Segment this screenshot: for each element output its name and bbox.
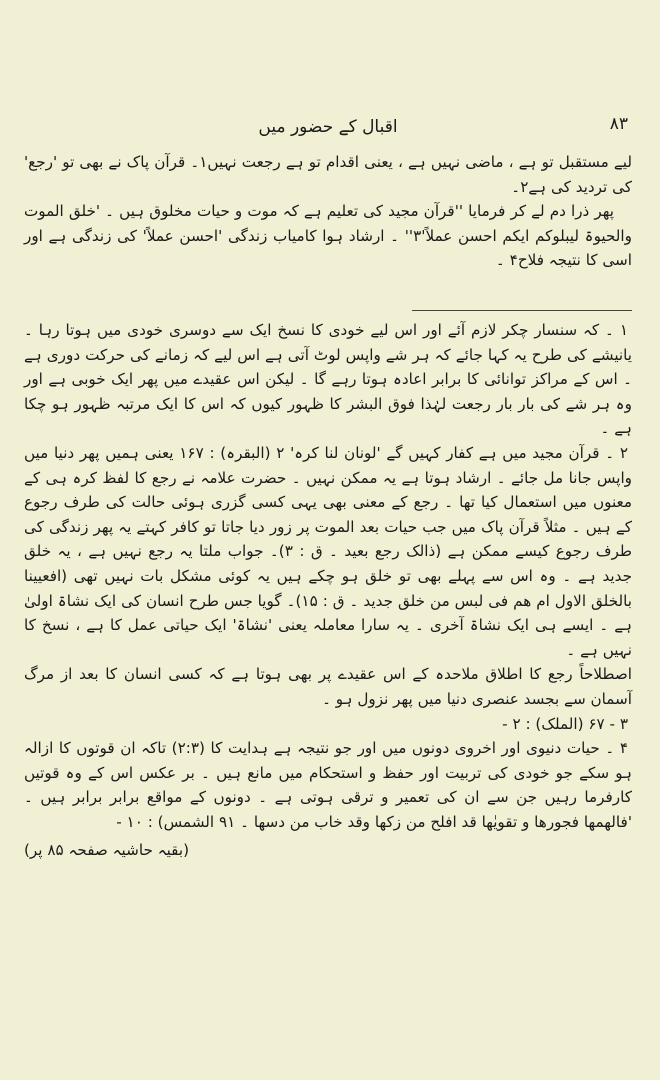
footnote-continuation: اصطلاحاً رجع کا اطلاق ملاحدہ کے اس عقیدے پر بھی ہوتا ہے کہ کسی انسان کا بعد از مرگ آسمان سے بجسد عنصری دنیا میں پھر نزول ہو ۔ [24,665,632,708]
page-number: ۸۳ [609,114,628,134]
continuation-note: (بقیہ حاشیہ صفحہ ۸۵ پر) [24,841,190,860]
footnotes [24,318,632,863]
running-title: اقبال کے حضور میں [258,117,398,137]
footnote: ۲ ۔ قرآن مجید میں ہے کفار کہیں گے 'لونان لنا کرہ' ۲ (البقرہ) : ۱۶۷ یعنی ہمیں پھر دنیا میں واپس جانا مل جائے ۔ ارشاد ہوتا ہے یہ ممکن نہیں ۔ حضرت علامہ نے رجع کا لفظ کرہ ہی کے معنوں میں استعمال کیا تھا ۔ رجع کے معنی بھی یہی کسی گزری ہوئی حالت کی طرف رجوع کے ہیں ۔ مثلاً قرآن پاک میں جب حیات بعد الموت پر زور دیا جاتا تو کافر کہتے یہ پھر زندگی کی طرف رجوع کیسے ممکن ہے (ذالک رجع بعید ۔ ق : ۳)۔ جواب ملتا یہ رجع نہیں ہے ، یہ خلق جدید ہے ۔ وہ اس سے پہلے بھی تو خلق ہو چکے ہیں یہ کوئی مشکل بات نہیں تھی (افعیینا بالخلق الاول ام ھم فی لبس من خلق جدید ۔ ق : ۱۵)۔ گویا جس طرح انسان کی ایک نشاۃ اولیٰ ہے ۔ ایسے ہی ایک نشاۃ آخری ۔ یہ سارا معاملہ یعنی 'نشاۃ' ایک حیاتی عمل کا ہے ، نسخ کا نہیں ہے ۔ [24,443,632,659]
footnote: ۴ ۔ حیات دنیوی اور اخروی دونوں میں اور جو نتیجہ ہے ہدایت کا (۲:۳) تاکہ ان قوتوں کا ازالہ ہو سکے جو خودی کی تربیت اور حفظ و استحکام میں مانع ہیں ۔ بر عکس اس کے وہ قوتیں کارفرما رہیں جن سے ان کی تعمیر و ترقی ہوتی ہے ۔ دونوں کے مواقع برابر برابر ہیں ۔ 'فالھمھا فجورھا و تقویٰھا قد افلح من زکھا وقد خاب من دسھا ۔ ۹۱ الشمس) : ۱۰ - [24,739,632,831]
footnote: ۱ ۔ کہ سنسار چکر لازم آئے اور اس لیے خودی کا نسخ ایک سے دوسری خودی میں ہوتا رہا ۔ یانیشے کی طرح یہ کہا جائے کہ ہر شے واپس لوٹ آتی ہے اس لیے کہ زمانے کی حرکت دوری ہے ۔ اس کے مراکز توانائی کا برابر اعادہ ہوتا رہے گا ۔ لیکن اس عقیدے میں پھر ایک خوبی ہے اور وہ ہر شے کی بار بار رجعت لہٰذا فوق البشر کا ظہور کیوں کہ اس کا ایک مرتبہ ظہور ہو چکا ہے ۔ [24,321,632,438]
footnote-divider [412,310,632,311]
main-text [24,150,632,273]
footnote: ۳ - ۶۷ (الملک) : ۲ - [502,714,628,733]
paragraph: پھر ذرا دم لے کر فرمایا ''قرآن مجید کی تعلیم ہے کہ موت و حیات مخلوق ہیں ۔ 'خلق الموت والحیوۃ لیبلوکم ایکم احسن عملاً'۳'' ۔ ارشاد ہوا کامیاب زندگی 'احسن عملاً' کی زندگی ہے اور اسی کا نتیجہ فلاح۴ ۔ [24,202,632,269]
page-header [24,112,632,142]
paragraph: لیے مستقبل تو ہے ، ماضی نہیں ہے ، یعنی اقدام تو ہے رجعت نہیں۱۔ قرآن پاک نے بھی تو 'رجع' کی تردید کی ہے۲۔ [24,153,632,196]
